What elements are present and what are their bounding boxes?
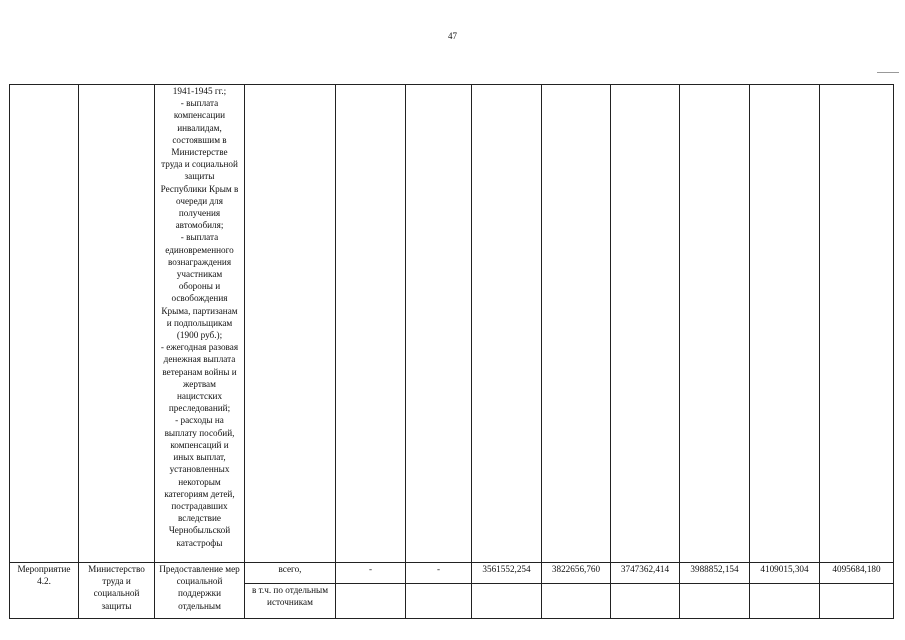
description-line: очереди для	[176, 195, 223, 206]
description-line: вознаграждения	[167, 256, 232, 267]
description-line: Чернобыльской	[168, 525, 231, 536]
value-cell-3: 3747362,414	[611, 563, 680, 584]
continued-row	[10, 85, 894, 563]
empty-cell	[750, 584, 820, 619]
description-line: защиты	[184, 171, 215, 182]
description-line: труда и социальной	[161, 159, 238, 170]
source-total-cell: всего,	[245, 563, 336, 584]
description-lines	[156, 85, 243, 549]
empty-cell	[820, 584, 894, 619]
description-line: обороны и	[178, 281, 221, 292]
empty-cell	[472, 584, 542, 619]
description-line: компенсации	[173, 110, 226, 121]
description-line: ветеранам войны и	[162, 366, 237, 377]
dash-cell-2: -	[406, 563, 472, 584]
page-number: 47	[448, 31, 457, 41]
continued-description-cell	[155, 85, 245, 563]
empty-cell	[336, 584, 406, 619]
description-line: выплату пособий,	[164, 427, 235, 438]
source-cell-empty	[245, 85, 336, 563]
description-line: катастрофы	[176, 537, 223, 548]
description-line: состоявшим в	[172, 134, 227, 145]
description-line: инвалидам,	[177, 122, 222, 133]
description-line: вследствие	[177, 513, 221, 524]
executor-cell: Министерство труда и социальной защиты	[79, 563, 155, 619]
description-line: (1900 руб.);	[176, 330, 223, 341]
dash-cell-1: -	[336, 563, 406, 584]
description-line: - выплата	[180, 232, 219, 243]
description-cell: Предоставление мер социальной поддержки отдельным	[155, 563, 245, 619]
description-line: освобождения	[171, 293, 228, 304]
description-line: денежная выплата	[163, 354, 236, 365]
description-line: и подпольщикам	[166, 317, 233, 328]
description-line: некоторым	[178, 476, 221, 487]
description-line: иных выплат,	[173, 452, 226, 463]
description-line: участникам	[176, 269, 223, 280]
description-line: компенсаций и	[170, 439, 229, 450]
event-name-cell: Мероприятие 4.2.	[10, 563, 79, 619]
description-line: единовременного	[165, 244, 234, 255]
empty-cell	[680, 584, 750, 619]
empty-cell	[611, 85, 680, 563]
description-line: Министерстве	[171, 147, 228, 158]
description-line: установленных	[169, 464, 230, 475]
executor-cell-empty	[79, 85, 155, 563]
description-line: получения	[178, 208, 221, 219]
empty-cell	[820, 85, 894, 563]
value-cell-1: 3561552,254	[472, 563, 542, 584]
empty-cell	[750, 85, 820, 563]
description-line: жертвам	[183, 378, 216, 389]
description-line: - выплата	[180, 98, 219, 109]
description-line: - ежегодная разовая	[160, 342, 239, 353]
description-line: Крыма, партизанам	[161, 305, 238, 316]
description-line: пострадавших	[171, 500, 228, 511]
empty-cell	[472, 85, 542, 563]
value-cell-4: 3988852,154	[680, 563, 750, 584]
event-row	[10, 563, 894, 584]
empty-cell	[611, 584, 680, 619]
program-table	[9, 84, 894, 619]
description-line: нацистских	[176, 391, 223, 402]
empty-cell	[406, 584, 472, 619]
source-sub-cell: в т.ч. по отдельным источникам	[245, 584, 336, 619]
description-line: Республики Крым в	[160, 183, 239, 194]
edge-mark	[877, 72, 899, 73]
value-cell-6: 4095684,180	[820, 563, 894, 584]
value-cell-2: 3822656,760	[542, 563, 611, 584]
description-line: преследований;	[168, 403, 231, 414]
description-line: - расходы на	[175, 415, 224, 426]
empty-cell	[542, 584, 611, 619]
empty-cell	[336, 85, 406, 563]
empty-cell	[680, 85, 750, 563]
description-line: категориям детей,	[164, 488, 235, 499]
description-line: 1941-1945 гг.;	[172, 86, 227, 96]
empty-cell	[542, 85, 611, 563]
description-line: автомобиля;	[175, 220, 224, 231]
value-cell-5: 4109015,304	[750, 563, 820, 584]
event-cell-empty	[10, 85, 79, 563]
empty-cell	[406, 85, 472, 563]
